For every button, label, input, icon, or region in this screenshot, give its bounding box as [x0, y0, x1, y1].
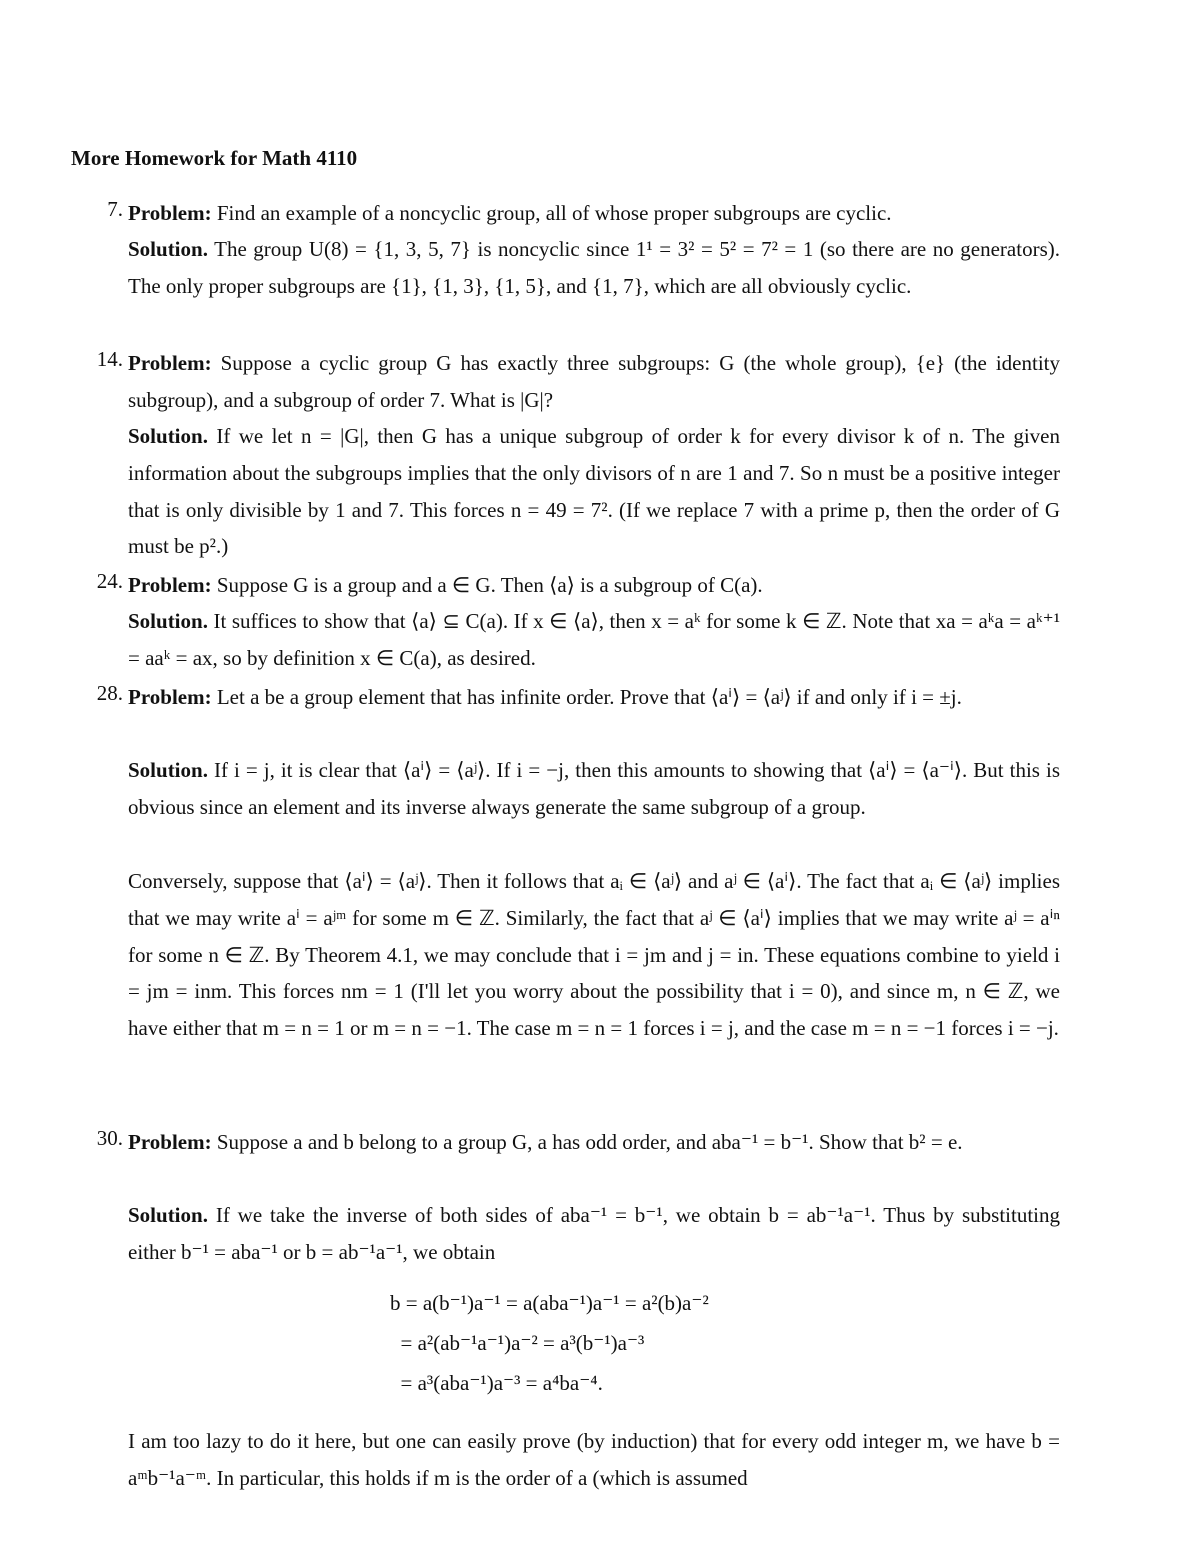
problem-number: 30.: [96, 1126, 123, 1150]
equation-line-1: b = a(b⁻¹)a⁻¹ = a(aba⁻¹)a⁻¹ = a²(b)a⁻²: [390, 1291, 709, 1315]
solution-label: Solution.: [128, 424, 208, 448]
problem-label: Problem:: [128, 201, 212, 225]
solution-label: Solution.: [128, 758, 208, 782]
problem-number: 14.: [96, 347, 123, 371]
solution: [128, 418, 1060, 565]
problem-number: 28.: [96, 681, 123, 705]
problem-statement: [128, 1124, 1060, 1161]
problem-label: Problem:: [128, 351, 212, 375]
solution-continued: Conversely, suppose that ⟨aⁱ⟩ = ⟨aʲ⟩. Then it follows that aᵢ ∈ ⟨aʲ⟩ and aʲ ∈ ⟨aⁱ⟩. The fact that aᵢ ∈ ⟨aʲ⟩ implies that we may write aⁱ = aʲᵐ for some m ∈ ℤ. Similarly, the fact that aʲ ∈ ⟨aⁱ⟩ implies that we may write aʲ = aⁱⁿ for some n ∈ ℤ. By Theorem 4.1, we may conclude that i = jm and j = in. These equations combine to yield i = jm = inm. This forces nm = 1 (I'll let you worry about the possibility that i = 0), and since m, n ∈ ℤ, we have either that m = n = 1 or m = n = −1. The case m = n = 1 forces i = j, and the case m = n = −1 forces i = −j.: [128, 869, 1060, 1041]
problem-text: Let a be a group element that has infinite order. Prove that ⟨aⁱ⟩ = ⟨aʲ⟩ if and only if i = ±j.: [211, 685, 962, 709]
problem-statement: [128, 345, 1060, 419]
solution: [128, 231, 1060, 305]
problem-text: Suppose G is a group and a ∈ G. Then ⟨a⟩ is a subgroup of C(a).: [211, 573, 763, 597]
solution-text: If i = j, it is clear that ⟨aⁱ⟩ = ⟨aʲ⟩. If i = −j, then this amounts to showing that ⟨aⁱ⟩ = ⟨a⁻ⁱ⟩. But this is obvious since an element and its inverse always generate the same subgroup of a group.: [128, 758, 1060, 819]
problem-label: Problem:: [128, 685, 212, 709]
solution-text: It suffices to show that ⟨a⟩ ⊆ C(a). If x ∈ ⟨a⟩, then x = aᵏ for some k ∈ ℤ. Note that xa = aᵏa = aᵏ⁺¹ = aaᵏ = ax, so by definition x ∈ C(a), as desired.: [128, 609, 1060, 670]
problem-statement: [128, 567, 1060, 604]
problem-text: Suppose a and b belong to a group G, a has odd order, and aba⁻¹ = b⁻¹. Show that b² = e.: [211, 1130, 963, 1154]
solution-text: If we take the inverse of both sides of aba⁻¹ = b⁻¹, we obtain b = ab⁻¹a⁻¹. Thus by substituting either b⁻¹ = aba⁻¹ or b = ab⁻¹a⁻¹, we obtain: [128, 1203, 1060, 1264]
problem-statement: [128, 679, 1060, 716]
problem-text: Find an example of a noncyclic group, all of whose proper subgroups are cyclic.: [211, 201, 892, 225]
closing-paragraph: I am too lazy to do it here, but one can easily prove (by induction) that for every odd integer m, we have b = aᵐb⁻¹a⁻ᵐ. In particular, this holds if m is the order of a (which is assumed: [128, 1429, 1060, 1490]
problem-number: 24.: [96, 569, 123, 593]
page-title: More Homework for Math 4110: [71, 146, 358, 170]
equation-line-2: = a²(ab⁻¹a⁻¹)a⁻² = a³(b⁻¹)a⁻³: [390, 1331, 645, 1355]
problem-label: Problem:: [128, 573, 212, 597]
solution-label: Solution.: [128, 1203, 208, 1227]
solution: [128, 1197, 1060, 1271]
solution: [128, 603, 1060, 677]
problem-statement: [128, 195, 1060, 232]
problem-number: 7.: [107, 197, 123, 221]
problem-label: Problem:: [128, 1130, 212, 1154]
solution-label: Solution.: [128, 609, 208, 633]
equation-line-3: = a³(aba⁻¹)a⁻³ = a⁴ba⁻⁴.: [390, 1371, 603, 1395]
solution: [128, 752, 1060, 826]
solution-text: The group U(8) = {1, 3, 5, 7} is noncyclic since 1¹ = 3² = 5² = 7² = 1 (so there are no generators). The only proper subgroups are {1}, {1, 3}, {1, 5}, and {1, 7}, which are all obviously cyclic.: [128, 237, 1060, 298]
solution-text: If we let n = |G|, then G has a unique subgroup of order k for every divisor k of n. The given information about the subgroups implies that the only divisors of n are 1 and 7. So n must be a positive integer that is only divisible by 1 and 7. This forces n = 49 = 7². (If we replace 7 with a prime p, then the order of G must be p².): [128, 424, 1060, 559]
problem-text: Suppose a cyclic group G has exactly three subgroups: G (the whole group), {e} (the identity subgroup), and a subgroup of order 7. What is |G|?: [128, 351, 1060, 412]
solution-label: Solution.: [128, 237, 208, 261]
